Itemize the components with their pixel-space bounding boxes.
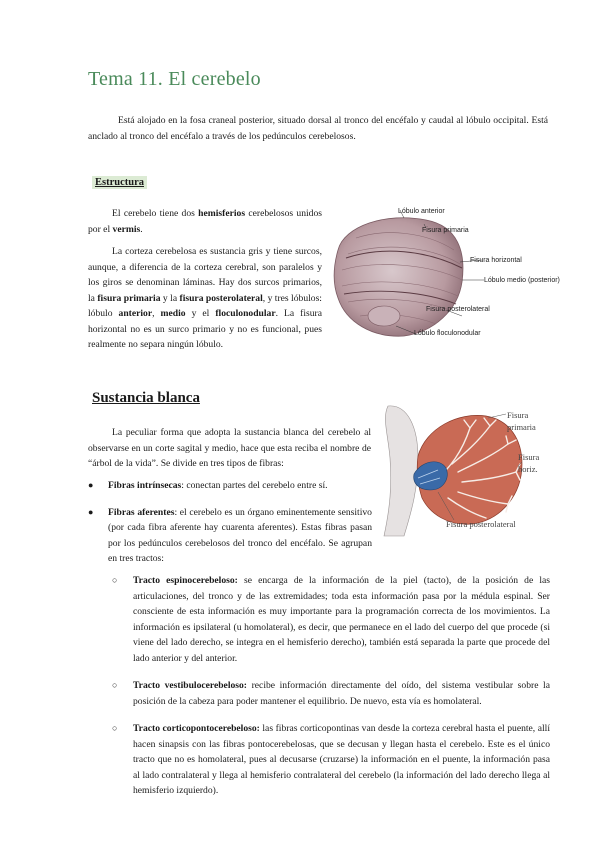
text-run: : el cerebelo es un órgano eminentemente sensitivo (por cada fibra aferente hay cuarenta aferentes). Estas fibras pasan por los pedúnculos cerebelosos del tronco del encéfalo. Se agrupan en tres tractos: (108, 506, 372, 564)
text-run: , y tres lóbulos: lóbulo (88, 292, 322, 319)
text-run: y la (160, 292, 180, 304)
estructura-paragraph-2 (88, 244, 322, 353)
label-fisura-primaria-b: primaria (507, 422, 536, 432)
bold-term: fisura primaria (97, 292, 161, 304)
bold-term: medio (160, 308, 186, 319)
bold-term: Tracto corticopontocerebeloso: (133, 723, 260, 734)
cerebellum-lobes-figure (326, 198, 560, 348)
tractos-list (112, 573, 550, 811)
label-fisura-horiz-a: Fisura (518, 452, 540, 462)
bold-term: hemisferios (198, 208, 246, 219)
text-run: , (152, 308, 161, 319)
bold-term: Tracto vestibulocerebeloso: (133, 680, 248, 691)
section-heading-sustancia-blanca: Sustancia blanca (92, 390, 200, 406)
bold-term: vermis (112, 223, 141, 235)
bold-term: Fibras intrínsecas (108, 480, 182, 491)
text-run: La corteza cerebelosa es sustancia gris y tiene surcos, aunque, a diferencia de la corteza cerebral, son paralelos y los giros se denominan láminas. Hay dos surcos primarios, la (88, 246, 322, 304)
list-item (112, 721, 550, 799)
circle-bullet-icon: ○ (112, 575, 118, 585)
text-run: las fibras corticopontinas van desde la corteza cerebral hasta el puente, allí hacen sinapsis con las fibras pontocerebelosas, que se decusan y llegan hasta el cerebelo. Este es el único tracto que no es homolateral, pues al decusarse (cruzarse) la información en el puente, la información pasa al lado contralateral y llega al hemisferio contralateral del cerebelo (la información del lado derecho llega al hemisferio izquierdo). (133, 723, 551, 796)
text-run: y el (185, 308, 216, 319)
label-fisura-posterolateral-2: Fisura posterolateral (446, 519, 516, 529)
bold-term: Fibras aferentes (108, 506, 175, 518)
label-fisura-horizontal: Fisura horizontal (470, 257, 522, 264)
list-item (88, 505, 372, 567)
cerebellum-illustration (326, 198, 556, 348)
arbor-vitae-figure (378, 398, 556, 538)
text-run: : conectan partes del cerebelo entre sí. (181, 480, 328, 491)
label-lobulo-anterior: Lóbulo anterior (398, 208, 445, 215)
intro-paragraph: Está alojado en la fosa craneal posterior, situado dorsal al tronco del encéfalo y caudal al lóbulo occipital. Está anclado al tronco del encéfalo a través de los pedúnculos cerebelosos. (88, 115, 548, 142)
label-fisura-primaria: Fisura primaria (422, 227, 469, 234)
circle-bullet-icon: ○ (112, 680, 118, 690)
label-lobulo-medio: Lóbulo medio (posterior) (484, 277, 560, 284)
bold-term: fisura posterolateral (179, 292, 263, 304)
estructura-text (88, 206, 322, 360)
bullet-icon: ● (88, 506, 94, 517)
text-run: cerebelosos unidos por el (88, 208, 323, 235)
text-run: . (140, 223, 143, 235)
section-heading-estructura: Estructura (92, 176, 147, 189)
bullet-icon: ● (88, 480, 94, 490)
estructura-paragraph-1 (88, 206, 322, 237)
circle-bullet-icon: ○ (112, 723, 118, 733)
label-lobulo-floculonodular: Lóbulo floculonodular (414, 330, 481, 337)
list-item (88, 478, 372, 494)
text-run: se encarga de la información de la piel (tacto), de la posición de las articulaciones, del tronco y de las extremidades; toda esta información pasa por la médula espinal. Ser consciente de esta información es muy importante para la programación correcta de los movimientos. La información es ipsilateral (u homolateral), es decir, que permanece en el lado del cuerpo del que procede (si viene del lado derecho, se integra en el hemisferio derecho), también está separada la parte que procede del lado anterior y del anterior. (133, 575, 550, 664)
list-item (112, 573, 550, 666)
text-run: El cerebelo tiene dos (112, 208, 199, 219)
label-fisura-horiz-b: horiz. (518, 464, 538, 474)
fibras-list (88, 478, 372, 578)
label-fisura-posterolateral: Fisura posterolateral (426, 306, 490, 313)
list-item (112, 678, 550, 709)
text-run: . La fisura horizontal no es un surco primario y no es funcional, pues realmente no separa ningún lóbulo. (88, 308, 322, 350)
bold-term: Tracto espinocerebeloso: (133, 575, 238, 586)
sustancia-blanca-intro: La peculiar forma que adopta la sustancia blanca del cerebelo al observarse en un corte sagital y medio, hace que esta reciba el nombre de “árbol de la vida”. Se divide en tres tipos de fibras: (88, 427, 371, 469)
page-title: Tema 11. El cerebelo (88, 68, 261, 90)
text-run: recibe información directamente del oído, del sistema vestibular sobre la posición de la cabeza para poder mantener el equilibrio. De nuevo, esta vía es homolateral. (133, 680, 550, 707)
label-fisura-primaria-a: Fisura (507, 410, 529, 420)
bold-term: anterior (118, 308, 153, 319)
bold-term: floculonodular (215, 308, 276, 319)
